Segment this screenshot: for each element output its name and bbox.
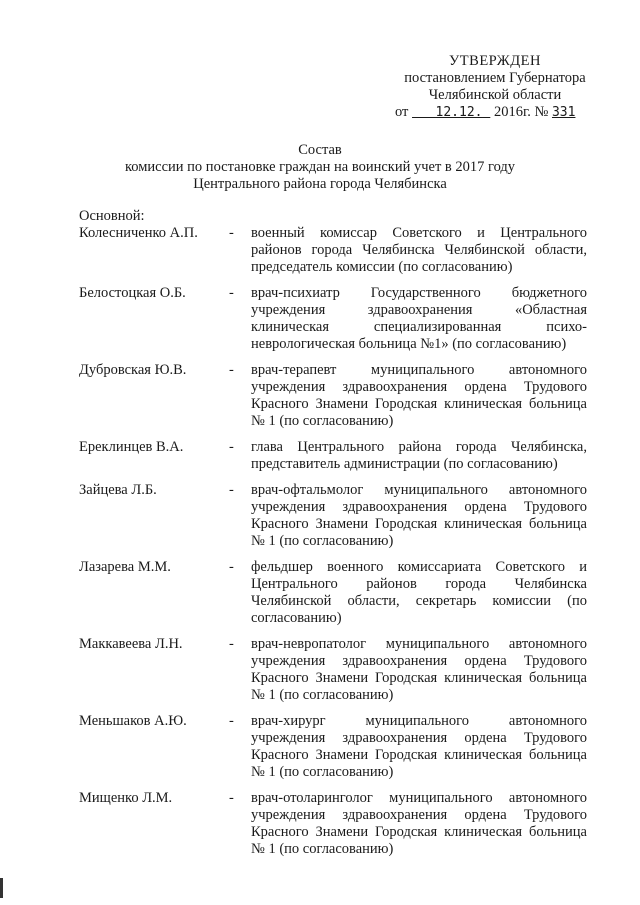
member-dash: - (229, 713, 234, 729)
member-dash: - (229, 439, 234, 455)
member-description: фельдшер военного комиссариата Советского и Центрального районов города Челябинска Челябинской области, секретарь комиссии (по согласованию) (251, 559, 587, 626)
member-row (79, 559, 589, 627)
member-row (79, 439, 589, 473)
member-name: Колесниченко А.П. (79, 225, 198, 241)
member-row (79, 482, 589, 550)
member-name: Мищенко Л.М. (79, 790, 173, 806)
approval-date-value: 12.12. (435, 105, 483, 120)
member-name: Зайцева Л.Б. (79, 482, 157, 498)
member-description: врач-отоларинголог муниципального автономного учреждения здравоохранения ордена Трудового Красного Знамени Городская клиническая больница № 1 (по согласованию) (251, 790, 587, 857)
member-description: военный комиссар Советского и Центрального районов города Челябинска Челябинской области, председатель комиссии (по согласованию) (251, 225, 587, 275)
document-subtitle-2: Центрального района города Челябинска (193, 176, 447, 192)
year-suffix: 2016г. № (493, 104, 549, 120)
member-description: врач-офтальмолог муниципального автономного учреждения здравоохранения ордена Трудового Красного Знамени Городская клиническая больница № 1 (по согласованию) (251, 482, 587, 549)
approval-date (412, 105, 490, 120)
document-subtitle-1: комиссии по постановке граждан на воинский учет в 2017 году (124, 159, 516, 175)
member-description: врач-хирург муниципального автономного учреждения здравоохранения ордена Трудового Красного Знамени Городская клиническая больница № 1 (по согласованию) (251, 713, 587, 780)
member-description: врач-невропатолог муниципального автономного учреждения здравоохранения ордена Трудового Красного Знамени Городская клиническая больница № 1 (по согласованию) (251, 636, 587, 703)
member-dash: - (229, 225, 234, 241)
member-name: Маккавеева Л.Н. (79, 636, 183, 652)
member-row (79, 790, 589, 858)
member-dash: - (229, 362, 234, 378)
member-description: врач-психиатр Государственного бюджетного учреждения здравоохранения «Областная клиническая специализированная психо-неврологическая больница №1» (по согласованию) (251, 285, 587, 352)
member-name: Дубровская Ю.В. (79, 362, 187, 378)
member-dash: - (229, 790, 234, 806)
member-name: Ереклинцев В.А. (79, 439, 184, 455)
approval-date-line (395, 104, 595, 121)
document-title-block (0, 142, 640, 193)
member-dash: - (229, 636, 234, 652)
member-row (79, 225, 589, 276)
member-row (79, 362, 589, 430)
member-row (79, 713, 589, 781)
member-description: глава Центрального района города Челябинска, представитель администрации (по согласованию) (251, 439, 587, 472)
member-description: врач-терапевт муниципального автономного учреждения здравоохранения ордена Трудового Красного Знамени Городская клиническая больница № 1 (по согласованию) (251, 362, 587, 429)
approval-block (395, 53, 595, 121)
member-dash: - (229, 559, 234, 575)
scan-edge-mark (0, 878, 3, 898)
approval-line-1: постановлением Губернатора (404, 70, 586, 86)
date-prefix: от (395, 104, 409, 120)
members-list (79, 225, 589, 867)
document-heading: Состав (298, 142, 342, 158)
member-dash: - (229, 285, 234, 301)
member-name: Лазарева М.М. (79, 559, 171, 575)
approval-number: 331 (551, 105, 576, 120)
member-row (79, 636, 589, 704)
approval-line-2: Челябинской области (428, 87, 562, 103)
approval-title: УТВЕРЖДЕН (449, 53, 541, 69)
member-dash: - (229, 482, 234, 498)
section-label: Основной: (79, 208, 145, 224)
member-name: Меньшаков А.Ю. (79, 713, 187, 729)
member-name: Белостоцкая О.Б. (79, 285, 186, 301)
member-row (79, 285, 589, 353)
